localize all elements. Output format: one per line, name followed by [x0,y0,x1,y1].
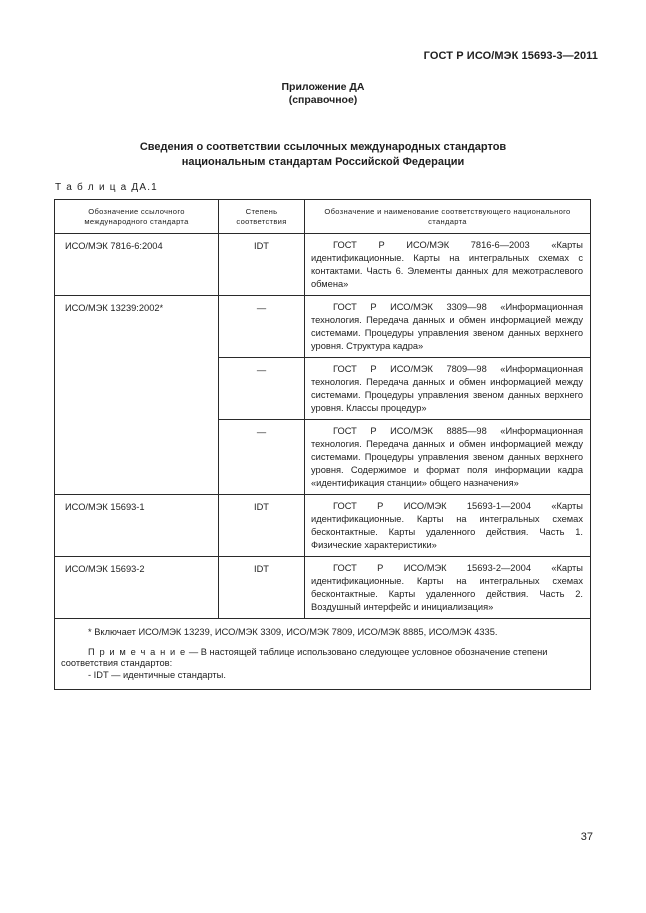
national-standard-cell [305,296,591,358]
degree-cell: — [219,358,305,420]
national-standard-cell [305,358,591,420]
table-row [55,557,591,619]
degree-cell: IDT [219,557,305,619]
degree-cell: IDT [219,234,305,296]
intl-standard-cell: ИСО/МЭК 15693-2 [55,557,219,619]
table-row [55,296,591,358]
national-standard-cell [305,495,591,557]
standard-id-header: ГОСТ Р ИСО/МЭК 15693-3—2011 [423,50,598,62]
intl-standard-cell: ИСО/МЭК 13239:2002* [55,296,219,495]
annex-subtitle: (справочное) [288,94,358,106]
annex-title: Приложение ДА [281,81,365,93]
conformance-table [54,199,591,690]
national-standard-text: ГОСТ Р ИСО/МЭК 15693-1—2004 «Карты идентификационные. Карты на интегральных схемах бесконтактные. Карты удаленного действия. Часть 1. Физические характеристики» [311,501,583,550]
intl-standard-cell: ИСО/МЭК 15693-1 [55,495,219,557]
table-header-row [55,200,591,234]
table-notes [55,619,591,690]
page-number: 37 [580,831,593,843]
national-standard-cell [305,557,591,619]
national-standard-text: ГОСТ Р ИСО/МЭК 7816-6—2003 «Карты идентификационные. Карты на интегральных схемах с контактами. Часть 6. Элементы данных для межотраслевого обмена» [311,240,583,289]
national-standard-cell [305,420,591,495]
table-notes-row [55,619,591,690]
note-item: - IDT — идентичные стандарты. [88,669,226,680]
note-text: — В настоящей таблице использовано следующее условное обозначение степени соответствия стандартов: [61,646,548,668]
national-standard-text: ГОСТ Р ИСО/МЭК 8885—98 «Информационная технология. Передача данных и обмен информацией между системами. Процедуры управления звеном данных верхнего уровня. Содержимое и формат поля информации кадра «идентификация станции» общего назначения» [311,426,583,488]
header-national-standard: Обозначение и наименование соответствующего национального стандарта [305,200,591,234]
degree-cell: IDT [219,495,305,557]
table-row [55,234,591,296]
intl-standard-cell: ИСО/МЭК 7816-6:2004 [55,234,219,296]
table-row [55,495,591,557]
degree-cell: — [219,420,305,495]
header-intl-standard: Обозначение ссылочного международного стандарта [55,200,219,234]
national-standard-text: ГОСТ Р ИСО/МЭК 7809—98 «Информационная технология. Передача данных и обмен информацией между системами. Процедуры управления звеном данных верхнего уровня. Классы процедур» [311,364,583,413]
table-caption: Т а б л и ц а ДА.1 [55,182,158,193]
national-standard-text: ГОСТ Р ИСО/МЭК 15693-2—2004 «Карты идентификационные. Карты на интегральных схемах бесконтактные. Карты удаленного действия. Часть 2. Воздушный интерфейс и инициализация» [311,563,583,612]
note-label: П р и м е ч а н и е [88,646,187,657]
annex-heading [0,81,646,107]
footnote: * Включает ИСО/МЭК 13239, ИСО/МЭК 3309, ИСО/МЭК 7809, ИСО/МЭК 8885, ИСО/МЭК 4335. [88,627,498,637]
degree-cell: — [219,296,305,358]
national-standard-text: ГОСТ Р ИСО/МЭК 3309—98 «Информационная технология. Передача данных и обмен информацией между системами. Процедуры управления звеном данных верхнего уровня. Структура кадра» [311,302,583,351]
document-title [0,140,646,170]
national-standard-cell [305,234,591,296]
title-line-1: Сведения о соответствии ссылочных международных стандартов [139,141,507,153]
header-degree: Степень соответствия [219,200,305,234]
title-line-2: национальным стандартам Российской Федерации [181,156,465,168]
note-paragraph [61,647,582,670]
